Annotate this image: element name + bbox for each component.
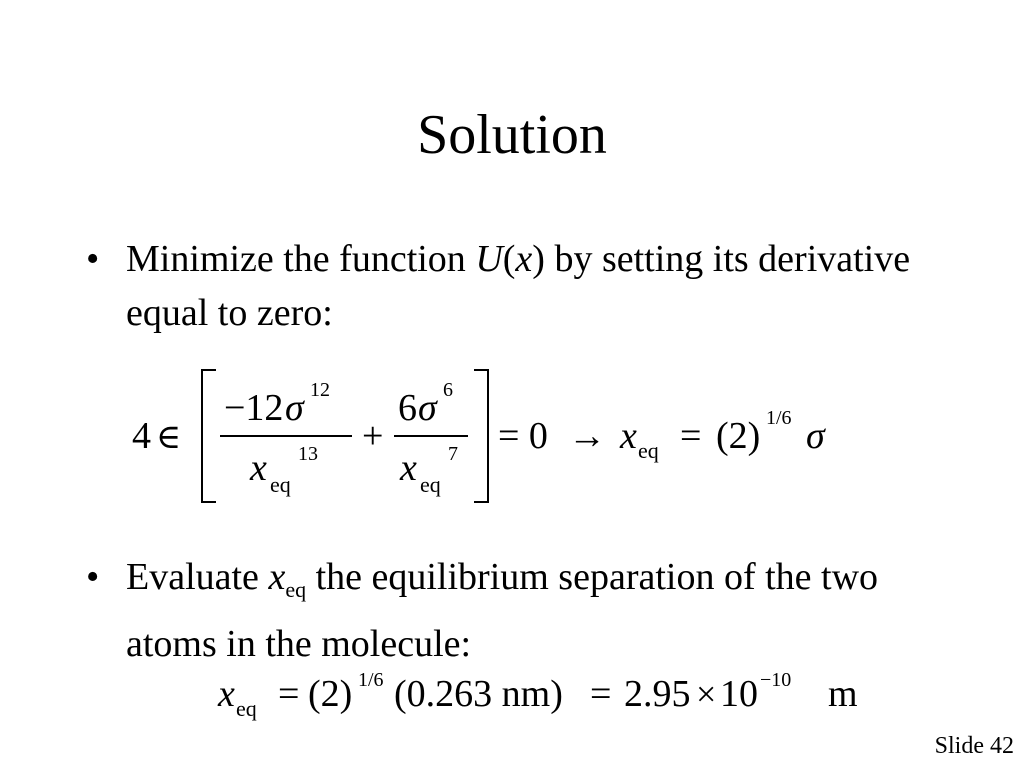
rhs-sub: eq	[638, 438, 659, 463]
result-value: (0.263 nm)	[394, 673, 563, 715]
frac1-num-power: 12	[310, 379, 330, 401]
slide-title: Solution	[417, 104, 607, 166]
eq-epsilon: ∈	[156, 419, 182, 456]
result-equals-1: =	[278, 673, 300, 715]
rhs-paren: (2)	[716, 415, 761, 457]
slide-number: Slide 42	[934, 733, 1014, 759]
left-bracket	[202, 370, 216, 502]
bullet-marker: •	[86, 238, 100, 280]
result-base: 10	[720, 673, 758, 715]
frac1-den-sub: eq	[270, 472, 291, 497]
result-equation	[212, 664, 892, 728]
rhs-sigma: σ	[806, 415, 825, 457]
frac2-num-power: 6	[443, 379, 453, 401]
rhs-power: 1/6	[766, 407, 792, 429]
frac2-den-x: x	[400, 447, 417, 489]
result-times: ×	[696, 674, 717, 714]
bullet-marker: •	[86, 556, 100, 598]
derivative-equation	[120, 362, 860, 512]
eq-plus: +	[362, 415, 384, 457]
frac1-sigma: σ	[285, 387, 304, 429]
right-bracket	[474, 370, 488, 502]
eq-arrow: →	[568, 415, 606, 457]
frac2-num-coef: 6	[398, 387, 417, 429]
result-paren: (2)	[308, 673, 353, 715]
rhs-equals: =	[680, 415, 702, 457]
bullet-text: Evaluate $x_{eq}$ the equilibrium separation of the two atoms in the molecule:	[126, 556, 879, 665]
eq-coefficient: 4	[132, 415, 151, 457]
frac2-den-sub: eq	[420, 472, 441, 497]
bullet-text: Minimize the function U(x) by setting its derivative equal to zero:	[126, 238, 911, 334]
frac2-den-power: 7	[448, 443, 458, 465]
frac1-den-power: 13	[298, 443, 318, 465]
result-unit: m	[828, 673, 858, 715]
result-equals-2: =	[590, 673, 612, 715]
result-sub: eq	[236, 696, 257, 721]
rhs-x: x	[620, 415, 637, 457]
frac1-den-x: x	[250, 447, 267, 489]
result-mantissa: 2.95	[624, 673, 691, 715]
frac1-num-coef: −12	[224, 387, 284, 429]
eq-equals-zero: = 0	[498, 415, 548, 457]
result-x: x	[218, 673, 235, 715]
result-power: 1/6	[358, 669, 384, 691]
result-exponent: −10	[760, 669, 792, 691]
frac2-sigma: σ	[418, 387, 437, 429]
